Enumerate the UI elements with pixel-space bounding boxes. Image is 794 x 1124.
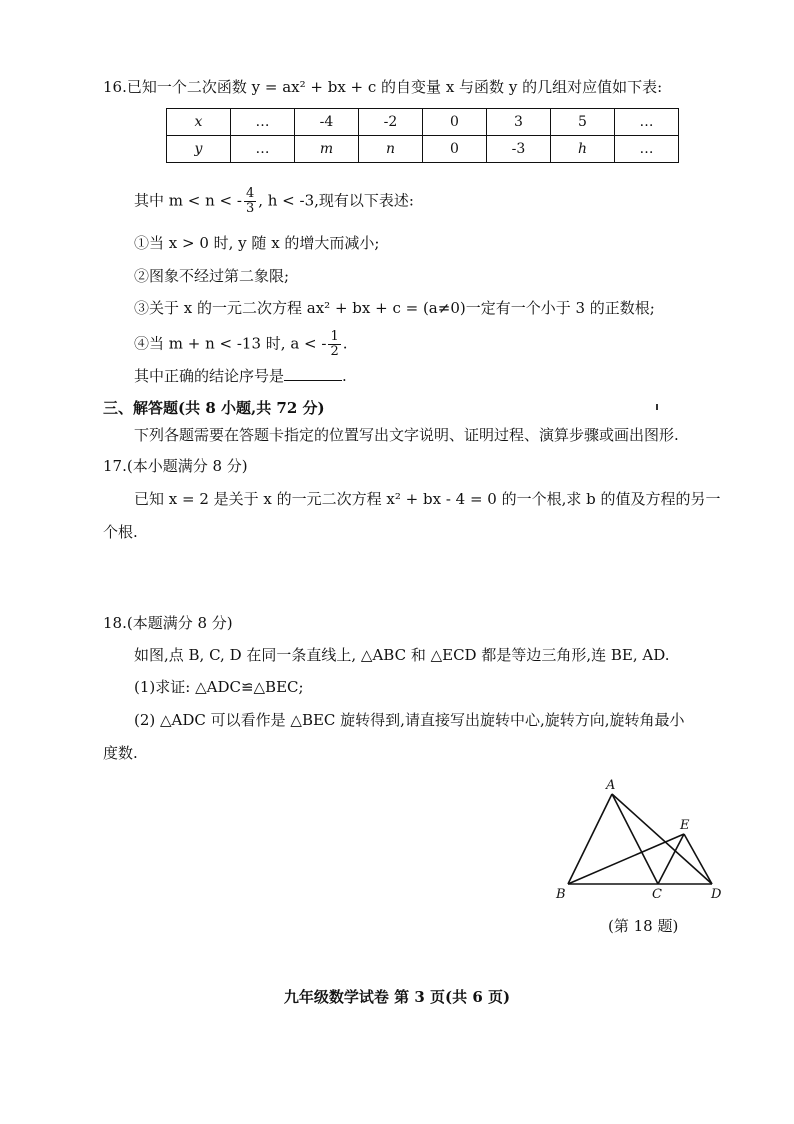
page-footer: 九年级数学试卷 第 3 页(共 6 页) [283, 988, 511, 1006]
q17-text-line-1: 已知 x = 2 是关于 x 的一元二次方程 x² + bx - 4 = 0 的一个根,求 b 的值及方程的另一 [134, 490, 721, 508]
q16-condition [134, 187, 414, 216]
segment-AD [612, 794, 712, 884]
segment-AB [568, 794, 612, 884]
fraction-numerator: 4 [245, 186, 255, 201]
q18-part-2-cont: 度数. [103, 744, 138, 762]
table-cell: 0 [423, 136, 487, 163]
label-C: C [652, 887, 662, 902]
q16-statement-2: ②图象不经过第二象限; [134, 267, 290, 285]
label-E: E [680, 818, 690, 833]
q16-statement-4 [134, 330, 348, 359]
stray-mark [656, 404, 658, 410]
q18-part-1: (1)求证: △ADC≌△BEC; [134, 678, 304, 696]
q18-header: 18.(本题满分 8 分) [103, 614, 233, 632]
figure-caption: (第 18 题) [608, 917, 679, 935]
label-A: A [606, 778, 616, 793]
table-cell: n [359, 136, 423, 163]
table-cell: 5 [551, 109, 615, 136]
label-D: D [711, 887, 722, 902]
table-cell: y [167, 136, 231, 163]
q16-statement-4-pre: ④当 m + n < -13 时, a < - [134, 334, 327, 353]
fraction-denominator: 2 [330, 344, 339, 359]
table-cell: -3 [487, 136, 551, 163]
q16-value-table [166, 108, 679, 163]
q16-answer-post: . [342, 367, 347, 385]
table-cell: … [231, 109, 295, 136]
q16-statement-3: ③关于 x 的一元二次方程 ax² + bx + c = (a≠0)一定有一个小于 3 的正数根; [134, 299, 655, 317]
q17-text-line-2: 个根. [103, 523, 138, 541]
fraction-numerator: 1 [330, 329, 339, 344]
q18-part-2: (2) △ADC 可以看作是 △BEC 旋转得到,请直接写出旋转中心,旋转方向,旋转角最小 [134, 711, 685, 729]
segment-AC [612, 794, 658, 884]
label-B: B [556, 887, 566, 902]
q16-condition-post: , h < -3,现有以下表述: [258, 191, 414, 210]
table-cell: 3 [487, 109, 551, 136]
q16-statement-1: ①当 x > 0 时, y 随 x 的增大而减小; [134, 234, 380, 252]
table-cell: h [551, 136, 615, 163]
section-3-note: 下列各题需要在答题卡指定的位置写出文字说明、证明过程、演算步骤或画出图形. [134, 426, 679, 444]
segment-ED [684, 834, 712, 884]
table-row [167, 109, 679, 136]
q18-text-line-1: 如图,点 B, C, D 在同一条直线上, △ABC 和 △ECD 都是等边三角形,连 BE, AD. [134, 646, 670, 664]
table-cell: … [231, 136, 295, 163]
table-cell: 0 [423, 109, 487, 136]
segment-BE [568, 834, 684, 884]
q16-answer-pre: 其中正确的结论序号是 [134, 367, 285, 385]
table-cell: -2 [359, 109, 423, 136]
table-cell: … [615, 136, 679, 163]
table-row [167, 136, 679, 163]
fraction-denominator: 3 [245, 201, 255, 216]
answer-blank[interactable] [284, 366, 342, 381]
q16-stem: 16.已知一个二次函数 y = ax² + bx + c 的自变量 x 与函数 y 的几组对应值如下表: [103, 78, 663, 96]
q16-statement-4-post: . [342, 334, 348, 353]
fraction [328, 330, 340, 359]
q18-geometry-figure [548, 772, 738, 902]
fraction [244, 187, 256, 216]
table-cell: x [167, 109, 231, 136]
table-cell: -4 [295, 109, 359, 136]
table-cell: … [615, 109, 679, 136]
segment-CE [658, 834, 684, 884]
table-cell: m [295, 136, 359, 163]
q16-condition-pre: 其中 m < n < - [134, 191, 242, 210]
q16-answer-line [134, 366, 347, 386]
section-3-title: 三、解答题(共 8 小题,共 72 分) [103, 399, 325, 417]
q17-header: 17.(本小题满分 8 分) [103, 457, 248, 475]
